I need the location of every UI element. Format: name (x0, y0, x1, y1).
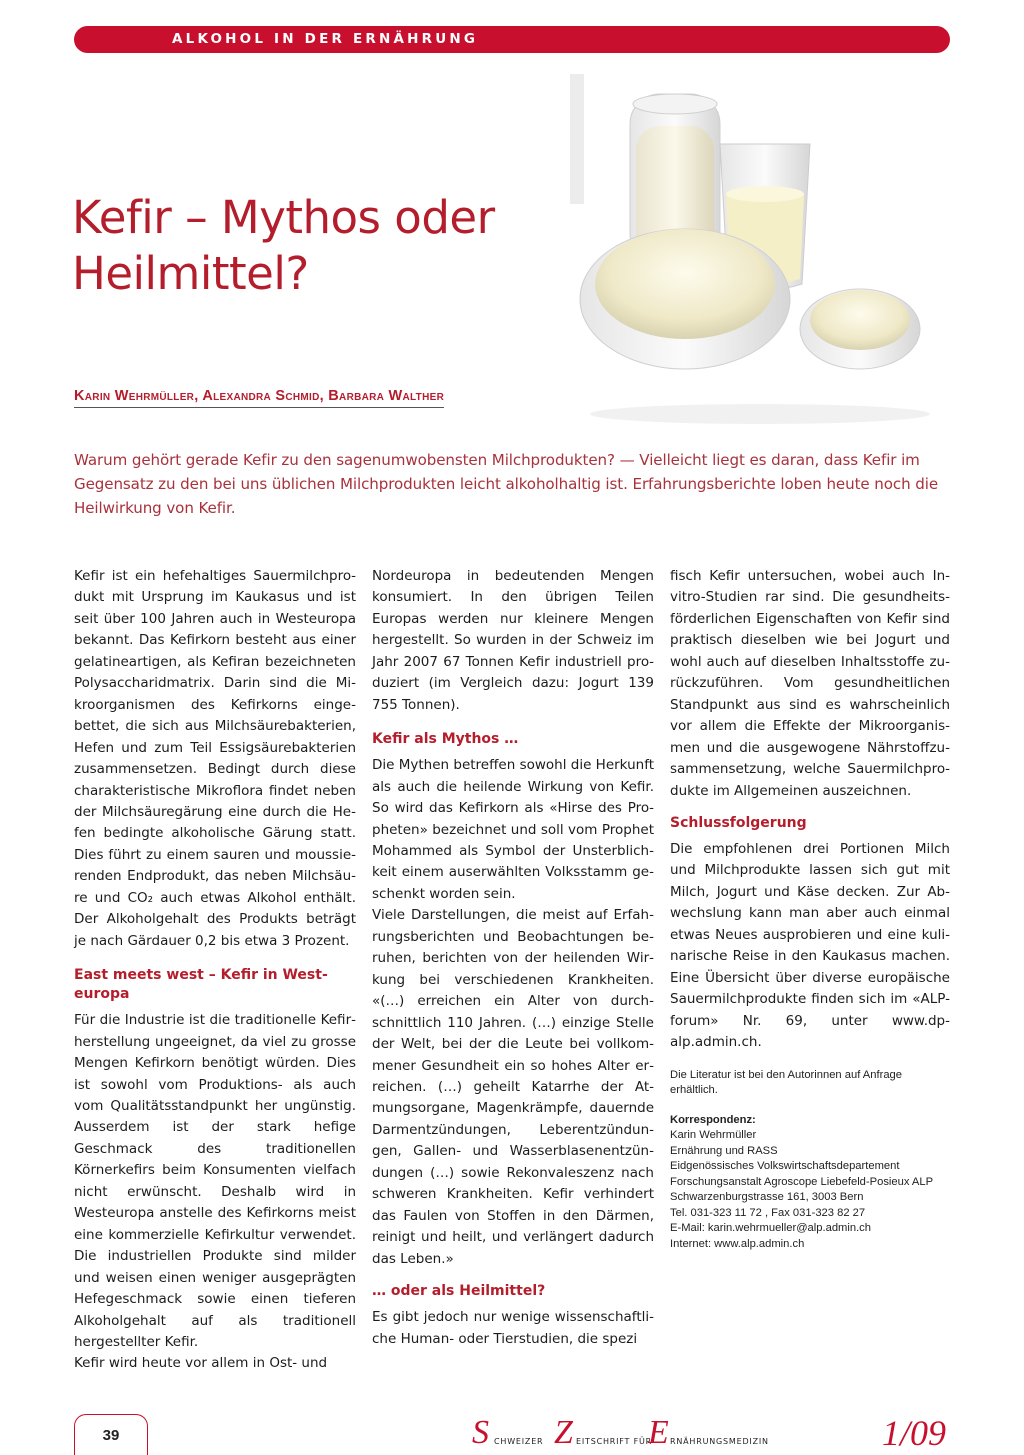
title-line-1: Kefir – Mythos oder (72, 191, 495, 244)
page-number: 39 (102, 1427, 120, 1444)
section-banner (74, 26, 950, 53)
col2-paragraph-4: Es gibt jedoch nur wenige wissenschaftliche Human- oder Tierstudien, die spezi (372, 1309, 654, 1347)
correspondence-line: Karin Wehrmüller (670, 1129, 757, 1142)
col2-heading-mythos: Kefir als Mythos … (372, 731, 519, 748)
kefir-dairy-photo (570, 74, 950, 424)
correspondence-label: Korrespondenz: (670, 1113, 756, 1126)
journal-logo (472, 1413, 952, 1453)
article-title (72, 190, 495, 302)
correspondence-line: Tel. 031-323 11 72 , Fax 031-323 82 27 (670, 1206, 866, 1219)
col2-paragraph-1: Nordeuropa in bedeutenden Mengen konsumiert. In den übrigen Teilen Europas werden nur kleinere Mengen hergestellt. So wurden in der Schweiz im Jahr 2007 67 Tonnen Kefir industriell produziert (im Vergleich dazu: Jogurt 139 755 Tonnen). (372, 568, 654, 713)
col1-paragraph-2: Für die Industrie ist die traditionelle Kefirherstellung ungeeignet, da viel zu grosse Mengen Kefirkorn benötigt würden. Dies ist sowohl vom Produktions- als auch vom Qualitätsstandpunkt her ungünstig. Ausserdem ist der stark hefige Geschmack des traditionellen Körnerkefirs beim Konsumenten vielfach nicht erwünscht. Deshalb wird in Westeuropa anstelle des Kefirkorns meist eine kommerzielle Kefirkultur verwendet. Die industriellen Produkte sind milder und weisen einen weniger ausgeprägten Hefegeschmack sowie einen tieferen Alkoholgehalt auf als traditionell hergestellter Kefir. (74, 1012, 356, 1350)
column-1 (74, 566, 356, 1375)
correspondence-block (670, 1068, 950, 1253)
journal-letter-s: S (472, 1414, 489, 1451)
correspondence-email: E-Mail: karin.wehrmueller@alp.admin.ch (670, 1222, 871, 1235)
journal-word-3: RNÄHRUNGSMEDIZIN (670, 1437, 769, 1446)
col3-paragraph-1: fisch Kefir untersuchen, wobei auch In-vitro-Studien rar sind. Die gesundheitsförderlichen Eigenschaften von Kefir sind praktisch dieselben wie bei Jogurt und wohl auch auf dieselben Inhaltsstoffe zurückzuführen. Vom gesundheitlichen Standpunkt aus sind es wahrscheinlich vor allem die Effekte der Mikroorganismen und die ausgewogene Nährstoffzusammensetzung, welche Sauermilchprodukte im Allgemeinen auszeichnen. (670, 568, 950, 799)
correspondence-line: Forschungsanstalt Agroscope Liebefeld-Posieux ALP (670, 1175, 934, 1188)
col2-paragraph-3: Viele Darstellungen, die meist auf Erfahrungsberichten und Beobachtungen beruhen, berichten von der heilenden Wirkung bei verschiedenen Krankheiten. «(…) erreichen ein Alter von durchschnittlich 110 Jahren. (…) einzige Stelle der Welt, bei der die Leute bei vollkommener Gesundheit ein so hohes Alter erreichen. (…) geheilt Katarrhe der Atmungsorgane, Magenkrämpfe, dauernde Darmentzündungen, Leberentzündungen, Gallen- und Wasserblasenentzündungen (…) sowie Rekonvaleszenz nach schweren Krankheiten. Kefir verhindert das Faulen von Stoffen in den Därmen, reinigt und heilt, und verlängert dadurch das Leben.» (372, 907, 654, 1267)
col1-heading-east-meets-west: East meets west – Kefir in Westeuropa (74, 967, 328, 1003)
journal-word-2: EITSCHRIFT FÜR (576, 1437, 653, 1446)
column-3 (670, 566, 950, 1252)
col3-heading-schlussfolgerung: Schlussfolgerung (670, 814, 807, 831)
correspondence-website: Internet: www.alp.admin.ch (670, 1237, 805, 1250)
col1-paragraph-3: Kefir wird heute vor allem in Ost- und (74, 1355, 328, 1372)
literature-note: Die Literatur ist bei den Autorinnen auf Anfrage erhältlich. (670, 1068, 902, 1097)
journal-word-1: CHWEIZER (494, 1437, 544, 1446)
col3-paragraph-2: Die empfohlenen drei Portionen Milch und Milchprodukte lassen sich gut mit Milch, Jogurt und Käse decken. Zur Abwechslung kann man aber auch einmal etwas Neues ausprobieren und eine kulinarische Reise in den Kaukasus machen. Eine Übersicht über diverse europäische Sauermilchprodukte finden sich im «ALP-forum» Nr. 69, unter www.dp-alp.admin.ch. (670, 840, 950, 1051)
journal-issue: 1/09 (881, 1413, 946, 1453)
column-2 (372, 566, 654, 1350)
title-line-2: Heilmittel? (72, 247, 309, 300)
article-lead: Warum gehört gerade Kefir zu den sagenumwobensten Milchprodukten? — Vielleicht liegt es daran, dass Kefir im Gegensatz zu den bei uns üblichen Milchprodukten leicht alkoholhaltig ist. Erfahrungsberichte loben heute noch die Heilwirkung von Kefir. (74, 451, 939, 517)
article-authors: Karin Wehrmüller, Alexandra Schmid, Barbara Walther (74, 388, 444, 408)
correspondence-line: Ernährung und RASS (670, 1144, 778, 1157)
journal-letter-e: E (648, 1414, 669, 1451)
correspondence-line: Eidgenössisches Volkswirtschaftsdepartement (670, 1160, 900, 1173)
col1-paragraph-1: Kefir ist ein hefehaltiges Sauermilchprodukt mit Ursprung im Kaukasus und ist seit über 100 Jahren auch in Westeuropa bekannt. Das Kefirkorn besteht aus einer gelatineartigen, als Kefiran bezeichneten Polysaccharidmatrix. Darin sind die Mikroorganismen des Kefirkorns eingebettet, die sich aus Milchsäurebakterien, Hefen und zum Teil Essigsäurebakterien zusammensetzen. Bedingt durch diese charakteristische Mikroflora findet neben der Milchsäuregärung eine durch die Hefen bedingte alkoholische Gärung statt. Dies führt zu einem sauren und moussierenden Endprodukt, das neben Milchsäure und CO₂ auch etwas Alkohol enthält. Der Alkoholgehalt des Produkts beträgt je nach Gärdauer 0,2 bis etwa 3 Prozent. (74, 568, 356, 949)
correspondence-line: Schwarzenburgstrasse 161, 3003 Bern (670, 1191, 864, 1204)
col2-heading-heilmittel: … oder als Heilmittel? (372, 1283, 546, 1300)
journal-letter-z: Z (554, 1414, 573, 1451)
section-title: ALKOHOL IN DER ERNÄHRUNG (172, 31, 479, 47)
page-number-box (74, 1414, 148, 1455)
col2-paragraph-2: Die Mythen betreffen sowohl die Herkunft als auch die heilende Wirkung von Kefir. So wird das Kefirkorn als «Hirse des Propheten» bezeichnet und soll vom Prophet Mohammed als Symbol der Unsterblichkeit einem auserwählten Volksstamm geschenkt worden sein. (372, 757, 655, 902)
